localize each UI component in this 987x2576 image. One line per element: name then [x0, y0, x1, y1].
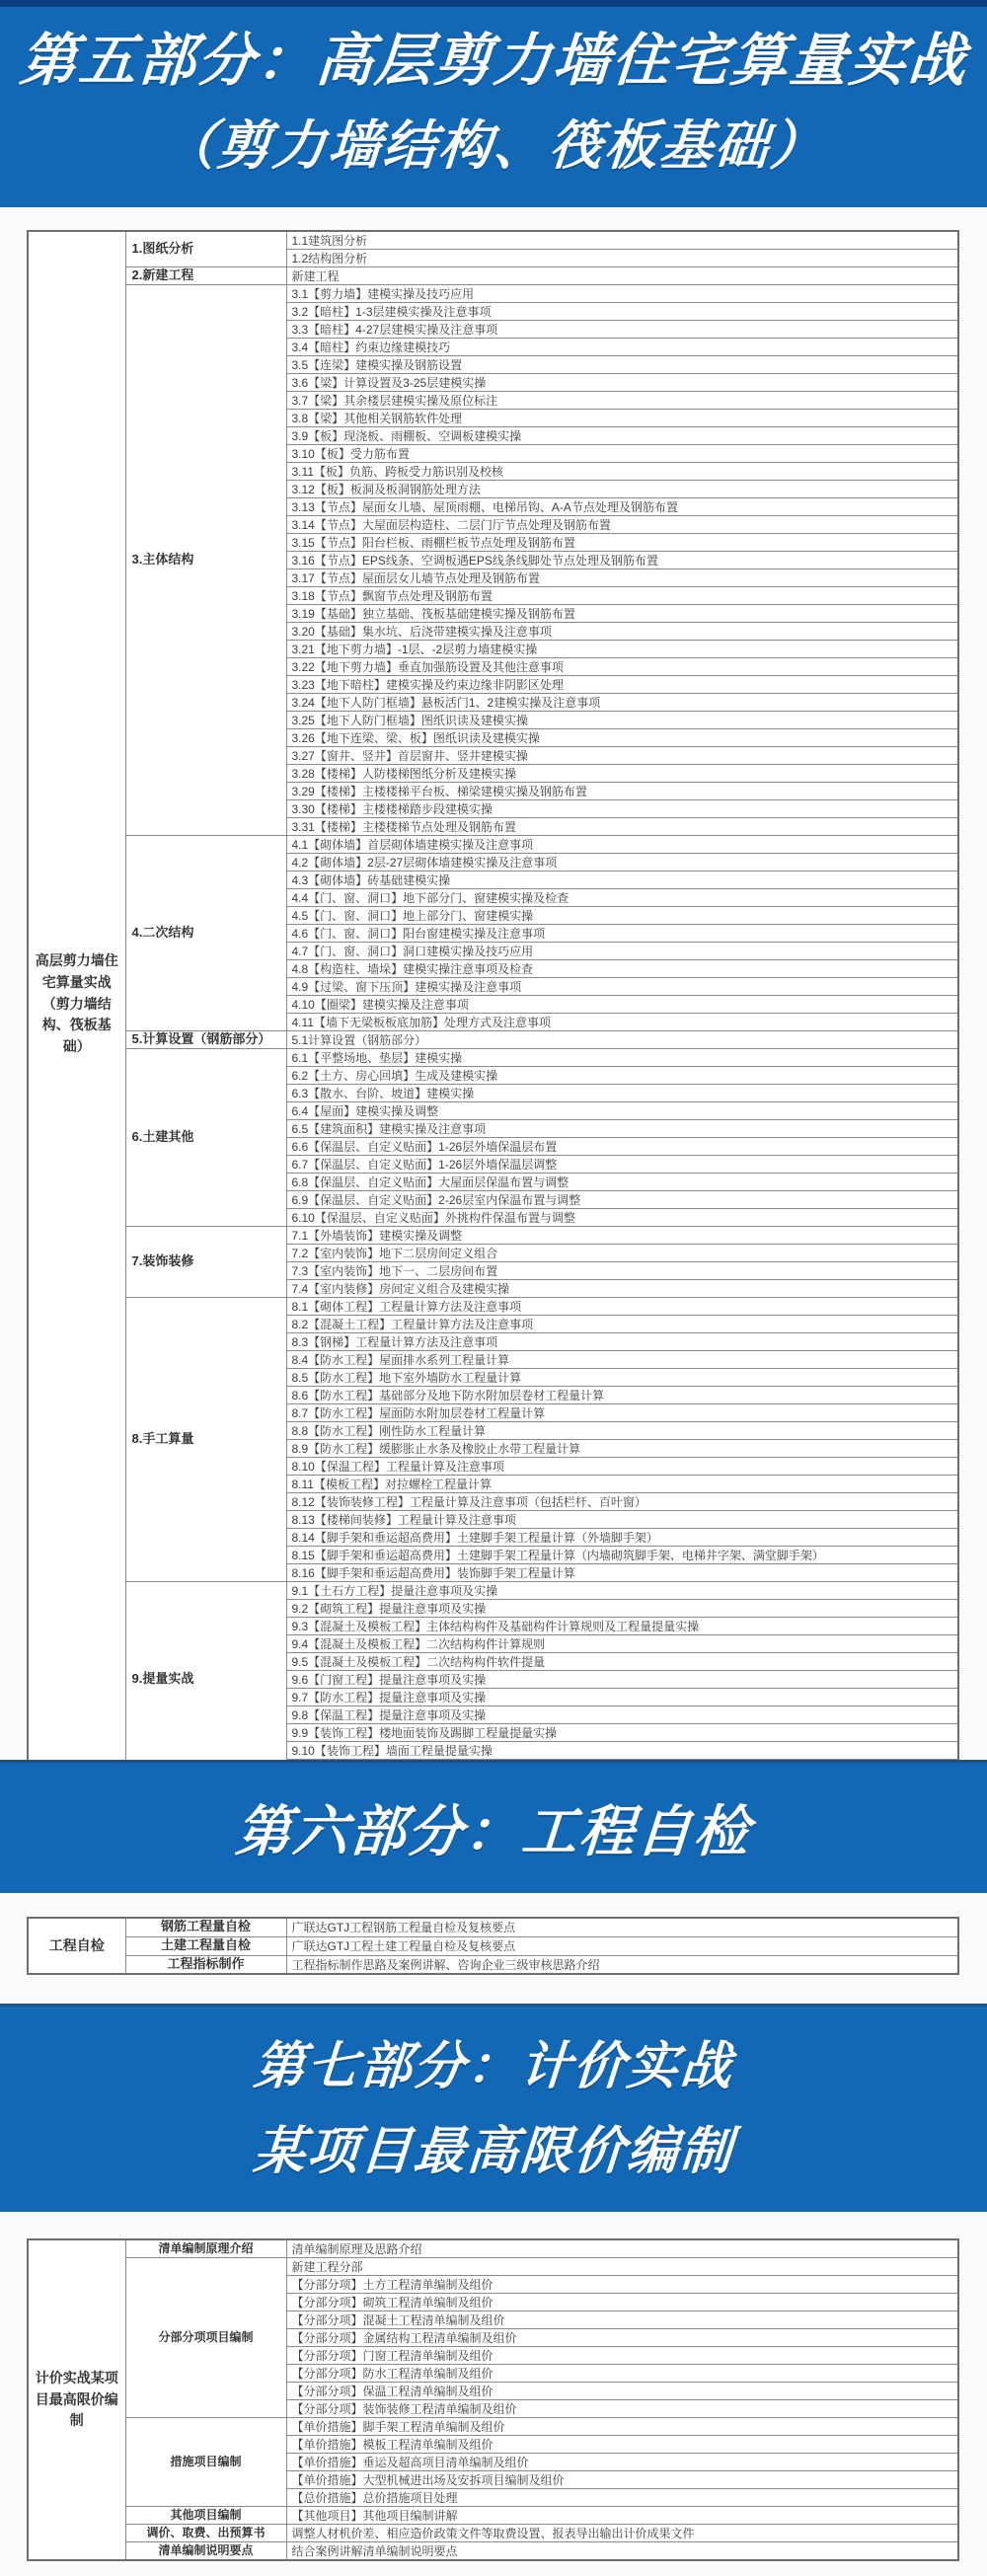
table-row — [28, 1049, 958, 1067]
course-item-cell: 7.4【室内装修】房间定义组合及建模实操 — [286, 1280, 958, 1298]
course-item-cell: 3.21【地下剪力墙】-1层、-2层剪力墙建模实操 — [286, 641, 958, 658]
course-item-cell: 4.8【构造柱、墙垛】建模实操注意事项及检查 — [286, 960, 958, 978]
table-row — [28, 267, 958, 285]
course-item-cell: 8.4【防水工程】屋面排水系列工程量计算 — [286, 1351, 958, 1369]
course-item-cell: 1.2结构图分析 — [286, 250, 958, 267]
course-item-cell: 8.13【楼梯间装修】工程量计算及注意事项 — [286, 1511, 958, 1529]
course-item-cell: 3.6【梁】计算设置及3-25层建模实操 — [286, 374, 958, 392]
course-item-cell: 3.4【暗柱】约束边缘建模技巧 — [286, 339, 958, 356]
course-item-cell: 9.2【砌筑工程】提量注意事项及实操 — [286, 1600, 958, 1618]
course-item-cell: 4.4【门、窗、洞口】地下部分门、窗建模实操及检查 — [286, 889, 958, 907]
table-row — [28, 2258, 958, 2276]
table-row — [28, 2507, 958, 2525]
section-label-cell: 分部分项项目编制 — [125, 2258, 286, 2418]
course-item-cell: 【分部分项】混凝土工程清单编制及组价 — [286, 2311, 958, 2329]
course-item-cell: 8.3【钢梯】工程量计算方法及注意事项 — [286, 1333, 958, 1351]
section-label-cell: 3.主体结构 — [125, 285, 286, 836]
course-item-cell: 新建工程分部 — [286, 2258, 958, 2276]
course-item-cell: 6.7【保温层、自定义贴面】1-26层外墙保温层调整 — [286, 1156, 958, 1174]
section-label-cell: 钢筋工程量自检 — [125, 1918, 286, 1936]
course-item-cell: 8.9【防水工程】缓膨胀止水条及橡胶止水带工程量计算 — [286, 1440, 958, 1458]
course-item-cell: 6.2【土方、房心回填】生成及建模实操 — [286, 1067, 958, 1085]
table-row — [28, 1031, 958, 1049]
course-item-cell: 3.13【节点】屋面女儿墙、屋顶雨棚、电梯吊钩、A-A节点处理及钢筋布置 — [286, 498, 958, 516]
part5-outline-table — [27, 230, 959, 1779]
course-item-cell: 8.2【混凝土工程】工程量计算方法及注意事项 — [286, 1316, 958, 1333]
section-label-cell: 8.手工算量 — [125, 1298, 286, 1582]
section-label-cell: 7.装饰装修 — [125, 1227, 286, 1298]
part6-selfcheck-table — [27, 1917, 959, 1975]
section-label-cell: 工程指标制作 — [125, 1955, 286, 1974]
table-row — [28, 285, 958, 303]
table-row — [28, 2525, 958, 2542]
course-item-cell: 8.6【防水工程】基础部分及地下防水附加层卷材工程量计算 — [286, 1387, 958, 1404]
table-row — [28, 2418, 958, 2436]
course-item-cell: 4.2【砌体墙】2层-27层砌体墙建模实操及注意事项 — [286, 854, 958, 871]
part6-banner-title: 第六部分：工程自检 — [233, 1800, 753, 1862]
section-label-cell: 2.新建工程 — [125, 267, 286, 285]
course-item-cell: 【总价措施】总价措施项目处理 — [286, 2489, 958, 2507]
table-row — [28, 1298, 958, 1316]
course-item-cell: 6.10【保温层、自定义贴面】外挑构件保温布置与调整 — [286, 1209, 958, 1227]
course-item-cell: 8.1【砌体工程】工程量计算方法及注意事项 — [286, 1298, 958, 1316]
course-item-cell: 广联达GTJ工程钢筋工程量自检及复核要点 — [286, 1918, 958, 1936]
course-item-cell: 新建工程 — [286, 267, 958, 285]
course-item-cell: 5.1计算设置（钢筋部分） — [286, 1031, 958, 1049]
course-item-cell: 3.3【暗柱】4-27层建模实操及注意事项 — [286, 321, 958, 339]
table-row — [28, 2542, 958, 2561]
course-item-cell: 6.3【散水、台阶、坡道】建模实操 — [286, 1085, 958, 1102]
section-label-cell: 措施项目编制 — [125, 2418, 286, 2507]
section-label-cell: 1.图纸分析 — [125, 231, 286, 267]
course-item-cell: 【分部分项】防水工程清单编制及组价 — [286, 2365, 958, 2383]
course-item-cell: 9.6【门窗工程】提量注意事项及实操 — [286, 1671, 958, 1689]
course-item-cell: 4.11【墙下无梁板板底加筋】处理方式及注意事项 — [286, 1014, 958, 1031]
course-item-cell: 3.27【窗井、竖井】首层窗井、竖井建模实操 — [286, 747, 958, 765]
course-item-cell: 8.5【防水工程】地下室外墙防水工程量计算 — [286, 1369, 958, 1387]
course-item-cell: 【单价措施】垂运及超高项目清单编制及组价 — [286, 2454, 958, 2471]
course-item-cell: 3.5【连梁】建模实操及钢筋设置 — [286, 356, 958, 374]
section-label-cell: 调价、取费、出预算书 — [125, 2525, 286, 2542]
course-item-cell: 3.22【地下剪力墙】垂直加强筋设置及其他注意事项 — [286, 658, 958, 676]
course-item-cell: 调整人材机价差、相应造价政策文件等取费设置、报表导出输出计价成果文件 — [286, 2525, 958, 2542]
course-item-cell: 4.9【过梁、窗下压顶】建模实操及注意事项 — [286, 978, 958, 996]
course-item-cell: 3.31【楼梯】主楼楼梯节点处理及钢筋布置 — [286, 818, 958, 836]
course-item-cell: 3.30【楼梯】主楼楼梯踏步段建模实操 — [286, 800, 958, 818]
course-item-cell: 【单价措施】脚手架工程清单编制及组价 — [286, 2418, 958, 2436]
course-item-cell: 【分部分项】门窗工程清单编制及组价 — [286, 2347, 958, 2365]
course-item-cell: 9.7【防水工程】提量注意事项及实操 — [286, 1689, 958, 1706]
course-item-cell: 3.19【基础】独立基础、筏板基础建模实操及钢筋布置 — [286, 605, 958, 623]
course-item-cell: 9.9【装饰工程】楼地面装饰及踢脚工程量提量实操 — [286, 1724, 958, 1742]
table-row — [28, 1227, 958, 1245]
course-item-cell: 4.5【门、窗、洞口】地上部分门、窗建模实操 — [286, 907, 958, 925]
course-item-cell: 4.6【门、窗、洞口】阳台窗建模实操及注意事项 — [286, 925, 958, 943]
course-item-cell: 6.5【建筑面积】建模实操及注意事项 — [286, 1120, 958, 1138]
table-row — [28, 1955, 958, 1974]
course-item-cell: 【分部分项】保温工程清单编制及组价 — [286, 2383, 958, 2400]
course-item-cell: 6.6【保温层、自定义贴面】1-26层外墙保温层布置 — [286, 1138, 958, 1156]
table-row — [28, 231, 958, 250]
course-item-cell: 6.1【平整场地、垫层】建模实操 — [286, 1049, 958, 1067]
table-row — [28, 1918, 958, 1936]
course-item-cell: 【单价措施】大型机械进出场及安拆项目编制及组价 — [286, 2471, 958, 2489]
course-item-cell: 8.11【模板工程】对拉螺栓工程量计算 — [286, 1476, 958, 1493]
section-label-cell: 清单编制说明要点 — [125, 2542, 286, 2561]
side-label-cell: 高层剪力墙住宅算量实战（剪力墙结构、筏板基础） — [28, 231, 125, 1778]
part7-banner-title: 第七部分：计价实战 — [251, 2038, 736, 2095]
course-item-cell: 【分部分项】土方工程清单编制及组价 — [286, 2276, 958, 2294]
course-item-cell: 3.10【板】受力筋布置 — [286, 445, 958, 463]
table-row — [28, 836, 958, 854]
course-item-cell: 清单编制原理及思路介绍 — [286, 2239, 958, 2258]
course-item-cell: 4.7【门、窗、洞口】洞口建模实操及技巧应用 — [286, 943, 958, 960]
course-item-cell: 3.7【梁】其余楼层建模实操及原位标注 — [286, 392, 958, 410]
course-item-cell: 3.17【节点】屋面层女儿墙节点处理及钢筋布置 — [286, 569, 958, 587]
course-item-cell: 3.16【节点】EPS线条、空调板遇EPS线条线脚处节点处理及钢筋布置 — [286, 552, 958, 569]
course-item-cell: 4.1【砌体墙】首层砌体墙建模实操及注意事项 — [286, 836, 958, 854]
side-label-cell: 计价实战某项目最高限价编制 — [28, 2239, 125, 2560]
course-item-cell: 【分部分项】金属结构工程清单编制及组价 — [286, 2329, 958, 2347]
course-item-cell: 6.9【保温层、自定义贴面】2-26层室内保温布置与调整 — [286, 1191, 958, 1209]
part7-pricing-table — [27, 2238, 959, 2561]
section-label-cell: 6.土建其他 — [125, 1049, 286, 1227]
course-item-cell: 8.15【脚手架和垂运超高费用】土建脚手架工程量计算（内墙砌筑脚手架、电梯井字架、满堂脚手架） — [286, 1547, 958, 1564]
course-item-cell: 8.10【保温工程】工程量计算及注意事项 — [286, 1458, 958, 1476]
course-item-cell: 7.1【外墙装饰】建模实操及调整 — [286, 1227, 958, 1245]
course-item-cell: 3.12【板】板洞及板洞钢筋处理方法 — [286, 481, 958, 498]
part5-banner-subtitle: （剪力墙结构、筏板基础） — [159, 116, 828, 176]
course-item-cell: 3.11【板】负筋、跨板受力筋识别及校核 — [286, 463, 958, 481]
table-row — [28, 1582, 958, 1600]
course-item-cell: 3.29【楼梯】主楼楼梯平台板、梯梁建模实操及钢筋布置 — [286, 783, 958, 800]
part7-banner-subtitle: 某项目最高限价编制 — [251, 2123, 736, 2180]
course-item-cell: 8.8【防水工程】刚性防水工程量计算 — [286, 1422, 958, 1440]
course-item-cell: 9.1【土石方工程】提量注意事项及实操 — [286, 1582, 958, 1600]
course-item-cell: 9.5【混凝土及模板工程】二次结构构件软件提量 — [286, 1653, 958, 1671]
course-item-cell: 工程指标制作思路及案例讲解、咨询企业三级审核思路介绍 — [286, 1955, 958, 1974]
course-item-cell: 3.23【地下暗柱】建模实操及约束边缘非阴影区处理 — [286, 676, 958, 694]
course-item-cell: 4.10【圈梁】建模实操及注意事项 — [286, 996, 958, 1014]
course-item-cell: 9.10【装饰工程】墙面工程量提量实操 — [286, 1742, 958, 1760]
section-label-cell: 其他项目编制 — [125, 2507, 286, 2525]
part5-banner — [0, 0, 987, 207]
course-item-cell: 1.1建筑图分析 — [286, 231, 958, 250]
part7-banner — [0, 2004, 987, 2212]
course-item-cell: 3.1【剪力墙】建模实操及技巧应用 — [286, 285, 958, 303]
course-item-cell: 【分部分项】装饰装修工程清单编制及组价 — [286, 2400, 958, 2418]
part6-banner — [0, 1760, 987, 1893]
course-item-cell: 3.18【节点】飘窗节点处理及钢筋布置 — [286, 587, 958, 605]
course-item-cell: 3.2【暗柱】1-3层建模实操及注意事项 — [286, 303, 958, 321]
course-item-cell: 7.3【室内装饰】地下一、二层房间布置 — [286, 1262, 958, 1280]
course-item-cell: 8.7【防水工程】屋面防水附加层卷材工程量计算 — [286, 1404, 958, 1422]
course-item-cell: 8.12【装饰装修工程】工程量计算及注意事项（包括栏杆、百叶窗） — [286, 1493, 958, 1511]
course-item-cell: 8.14【脚手架和垂运超高费用】土建脚手架工程量计算（外墙脚手架） — [286, 1529, 958, 1547]
course-item-cell: 【单价措施】模板工程清单编制及组价 — [286, 2436, 958, 2454]
course-item-cell: 3.25【地下人防门框墙】图纸识读及建模实操 — [286, 712, 958, 729]
side-label-cell: 工程自检 — [28, 1918, 125, 1974]
course-item-cell: 6.8【保温层、自定义贴面】大屋面层保温布置与调整 — [286, 1174, 958, 1191]
course-item-cell: 3.14【节点】大屋面层构造柱、二层门厅节点处理及钢筋布置 — [286, 516, 958, 534]
section-label-cell: 土建工程量自检 — [125, 1936, 286, 1955]
section-label-cell: 5.计算设置（钢筋部分） — [125, 1031, 286, 1049]
section-label-cell: 9.提量实战 — [125, 1582, 286, 1779]
section-label-cell: 清单编制原理介绍 — [125, 2239, 286, 2258]
course-item-cell: 8.16【脚手架和垂运超高费用】装饰脚手架工程量计算 — [286, 1564, 958, 1582]
banner-top-strip — [0, 0, 987, 7]
table-row — [28, 2239, 958, 2258]
course-item-cell: 9.3【混凝土及模板工程】主体结构构件及基础构件计算规则及工程量提量实操 — [286, 1618, 958, 1635]
course-item-cell: 3.24【地下人防门框墙】悬板活门1、2建模实操及注意事项 — [286, 694, 958, 712]
course-item-cell: 3.20【基础】集水坑、后浇带建模实操及注意事项 — [286, 623, 958, 641]
section-label-cell: 4.二次结构 — [125, 836, 286, 1031]
course-item-cell: 9.4【混凝土及模板工程】二次结构构件计算规则 — [286, 1635, 958, 1653]
course-item-cell: 3.28【楼梯】人防楼梯图纸分析及建模实操 — [286, 765, 958, 783]
course-item-cell: 【其他项目】其他项目编制讲解 — [286, 2507, 958, 2525]
course-item-cell: 结合案例讲解清单编制说明要点 — [286, 2542, 958, 2561]
course-item-cell: 3.15【节点】阳台栏板、雨棚栏板节点处理及钢筋布置 — [286, 534, 958, 552]
course-item-cell: 6.4【屋面】建模实操及调整 — [286, 1102, 958, 1120]
course-item-cell: 7.2【室内装饰】地下二层房间定义组合 — [286, 1245, 958, 1262]
course-item-cell: 3.8【梁】其他相关钢筋软件处理 — [286, 410, 958, 427]
course-item-cell: 【分部分项】砌筑工程清单编制及组价 — [286, 2294, 958, 2311]
course-item-cell: 3.26【地下连梁、梁、板】图纸识读及建模实操 — [286, 729, 958, 747]
course-item-cell: 3.9【板】现浇板、雨棚板、空调板建模实操 — [286, 427, 958, 445]
course-item-cell: 广联达GTJ工程土建工程量自检及复核要点 — [286, 1936, 958, 1955]
part5-banner-title: 第五部分：高层剪力墙住宅算量实战 — [17, 29, 970, 93]
course-item-cell: 4.3【砌体墙】砖基础建模实操 — [286, 871, 958, 889]
table-row — [28, 1936, 958, 1955]
course-item-cell: 9.8【保温工程】提量注意事项及实操 — [286, 1706, 958, 1724]
